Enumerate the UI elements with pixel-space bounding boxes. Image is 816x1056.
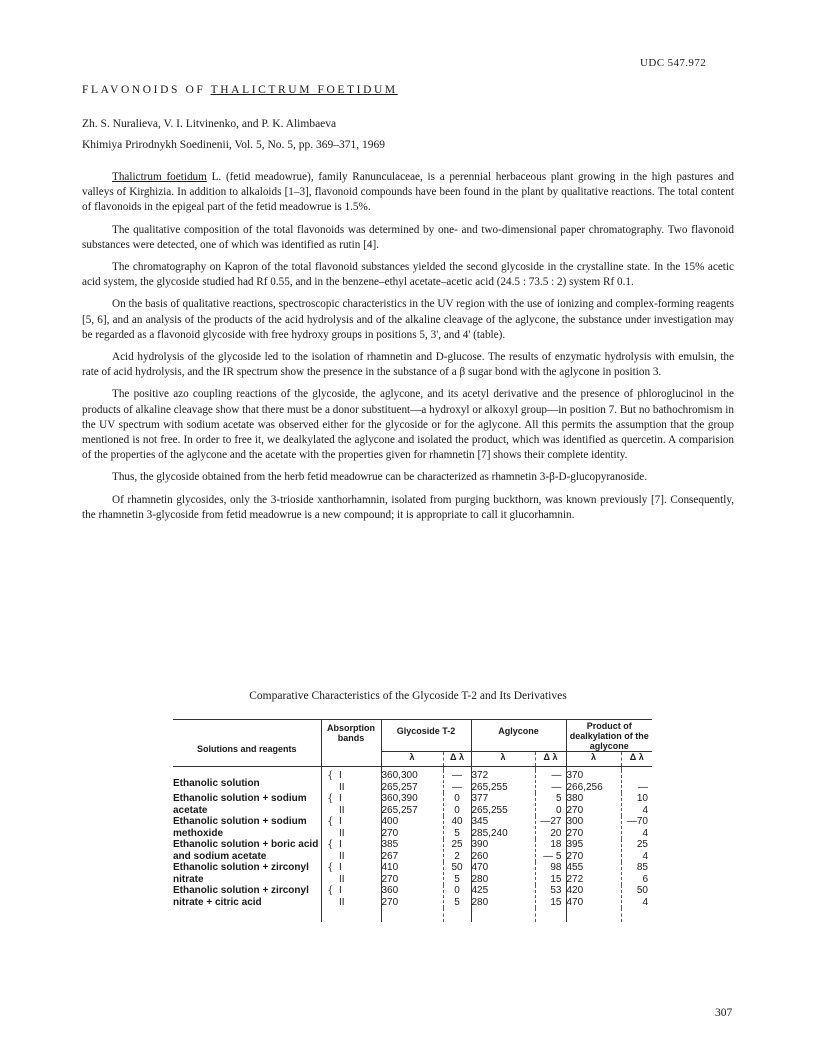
cell-value: 0	[454, 804, 460, 816]
cell-value: 53	[550, 885, 562, 896]
band-label: II	[339, 804, 345, 816]
header-product-dlambda: Δ λ	[621, 752, 652, 767]
band-label: II	[339, 850, 345, 862]
cell-value: 4	[642, 804, 648, 816]
header-aglycone-dlambda: Δ λ	[535, 752, 566, 767]
band-label: I	[339, 793, 342, 804]
paragraph	[82, 170, 734, 216]
brace-icon: {	[321, 839, 339, 862]
cell-value: 385	[381, 839, 399, 850]
cell-value: 265,255	[471, 781, 508, 793]
paragraph: Acid hydrolysis of the glycoside led to the isolation of rhamnetin and D-glucose. The results of enzymatic hydrolysis with emulsin, the rate of acid hydrolysis, and the IR spectrum show the presence in the substance of a β sugar bond with the aglycone in position 3.	[82, 351, 734, 379]
paragraph: The chromatography on Kapron of the total flavonoid substances yielded the second glycoside in the crystalline state. In the 15% acetic acid system, the glycoside studied had Rf 0.55, and in the benzene–ethyl acetate–acetic acid (24.5 : 73.5 : 2) system Rf 0.1.	[82, 261, 734, 289]
author-list: Zh. S. Nuralieva, V. I. Litvinenko, and P. K. Alimbaeva	[82, 118, 337, 130]
row-solution: Ethanolic solution + sodium acetate	[173, 793, 307, 816]
paragraph: The qualitative composition of the total flavonoids was determined by one- and two-dimensional paper chromatography. Two flavonoid substances were detected, one of which was identified as rutin [4].	[82, 223, 734, 251]
cell-value: 270	[566, 850, 584, 862]
band-label: I	[339, 816, 342, 827]
cell-value: 455	[566, 862, 584, 873]
table-row	[173, 862, 652, 885]
band-label: II	[339, 827, 345, 839]
row-solution: Ethanolic solution + sodium methoxide	[173, 816, 307, 839]
table-row	[173, 885, 652, 908]
paragraph: On the basis of qualitative reactions, spectroscopic characteristics in the UV region with the use of ionizing and complex-forming reagents [5, 6], and an analysis of the products of the acid hydrolysis and of the alkaline cleavage of the aglycone, the substance under investigation may be regarded as a flavonoid glycoside with free hydroxy groups in positions 5, 3', and 4' (table).	[82, 298, 734, 341]
table-row	[173, 793, 652, 816]
brace-icon: {	[321, 793, 339, 816]
cell-value: 15	[550, 896, 562, 908]
row-solution: Ethanolic solution + zirconyl nitrate	[173, 862, 309, 885]
title-prefix: FLAVONOIDS OF	[82, 84, 211, 96]
band-label: I	[339, 885, 342, 896]
cell-value: 285,240	[471, 827, 508, 839]
paragraph-text: L. (fetid meadowrue), family Ranunculaceae, is a perennial herbaceous plant growing in the high pastures and valleys of Kirghizia. In addition to alkaloids [1–3], flavonoid compounds have been found in the plant by qualitative reactions. The total content of flavonoids in the epigeal part of the fetid meadowrue is 1.5%.	[82, 171, 734, 214]
cell-value: 25	[451, 839, 463, 850]
cell-value: 395	[566, 839, 584, 850]
cell-value: 265,257	[381, 781, 418, 793]
cell-value: 85	[636, 862, 648, 873]
header-aglycone-lambda: λ	[471, 752, 535, 767]
cell-value: 420	[566, 885, 584, 896]
cell-value: 380	[566, 793, 584, 804]
paragraph: Of rhamnetin glycosides, only the 3-trioside xanthorhamnin, isolated from purging buckthorn, was known previously [7]. Consequently, the rhamnetin 3-glycoside from fetid meadowrue is a new compound; it is appropriate to call it glucorhamnin.	[82, 493, 734, 521]
table-row	[173, 770, 652, 793]
cell-value: 4	[642, 850, 648, 862]
article-title	[82, 84, 398, 96]
cell-value: 270	[381, 896, 399, 908]
cell-value: 0	[454, 793, 460, 804]
cell-value: 400	[381, 816, 399, 827]
table-row	[173, 816, 652, 839]
cell-value: 470	[471, 862, 489, 873]
header-glycoside-lambda: λ	[381, 752, 443, 767]
cell-value: —	[551, 770, 562, 781]
cell-value: 6	[642, 873, 648, 885]
header-bands: Absorption bands	[321, 720, 381, 752]
band-label: I	[339, 862, 342, 873]
cell-value: 410	[381, 862, 399, 873]
cell-value: 360	[381, 885, 399, 896]
header-solutions: Solutions and reagents	[173, 720, 321, 767]
cell-value: 370	[566, 770, 584, 781]
cell-value: 5	[454, 896, 460, 908]
cell-value: 372	[471, 770, 489, 781]
band-label: I	[339, 839, 342, 850]
cell-value: 270	[381, 873, 399, 885]
cell-value: —27	[540, 816, 562, 827]
page-number: 307	[715, 1007, 733, 1019]
cell-value: 15	[550, 873, 562, 885]
cell-value: 0	[555, 804, 562, 816]
cell-value: 425	[471, 885, 489, 896]
cell-value: —	[452, 770, 462, 781]
header-glycoside: Glycoside T-2	[381, 720, 471, 752]
header-bands-spacer	[321, 752, 381, 767]
header-aglycone: Aglycone	[471, 720, 566, 752]
band-label: I	[339, 770, 342, 781]
cell-value: 360,300	[381, 770, 418, 781]
row-solution: Ethanolic solution + boric acid and sodium acetate	[173, 839, 319, 862]
header-glycoside-dlambda: Δ λ	[443, 752, 471, 767]
cell-value: —	[551, 781, 562, 793]
cell-value: 360,390	[381, 793, 418, 804]
cell-value: 390	[471, 839, 489, 850]
cell-value: 5	[555, 793, 562, 804]
cell-value: 10	[636, 793, 648, 804]
cell-value: 345	[471, 816, 489, 827]
cell-value: 377	[471, 793, 489, 804]
cell-value: 280	[471, 873, 489, 885]
cell-value: 280	[471, 896, 489, 908]
cell-value: 5	[454, 873, 460, 885]
cell-value: 4	[642, 896, 648, 908]
paragraph: Thus, the glycoside obtained from the herb fetid meadowrue can be characterized as rhamnetin 3-β-D-glucopyranoside.	[112, 471, 648, 484]
cell-value: 266,256	[566, 781, 603, 793]
row-solution: Ethanolic solution	[173, 778, 260, 789]
cell-value: — 5	[543, 850, 562, 862]
journal-citation: Khimiya Prirodnykh Soedinenii, Vol. 5, No. 5, pp. 369–371, 1969	[82, 139, 386, 151]
article-body	[82, 170, 734, 530]
cell-value	[622, 770, 649, 782]
cell-value: 270	[566, 804, 584, 816]
brace-icon: {	[321, 816, 339, 839]
brace-icon: {	[321, 770, 339, 793]
cell-value: 270	[566, 827, 584, 839]
cell-value: 50	[451, 862, 463, 873]
cell-value: 25	[636, 839, 648, 850]
cell-value: 40	[451, 816, 463, 827]
cell-value: —70	[626, 816, 648, 827]
species-name: Thalictrum foetidum	[112, 171, 207, 183]
cell-value: 20	[550, 827, 562, 839]
cell-value: 4	[642, 827, 648, 839]
cell-value: 470	[566, 896, 584, 908]
paragraph: The positive azo coupling reactions of the glycoside, the aglycone, and its acetyl derivative and the presence of phloroglucinol in the products of alkaline cleavage show that there must be a donor substituent—a hydroxyl or alkoxyl group—in position 7. But no bathochromism in the UV spectrum with sodium acetate was observed either for the glycoside or for the aglycone. All this permits the assumption that the group mentioned is not free. In order to free it, we dealkylated the aglycone and isolated the product, which was identified as quercetin. A comparision of the properties of the aglycone and the acetate with the properties given for rhamnetin [7] shows their complete identity.	[82, 388, 734, 462]
title-species: THALICTRUM FOETIDUM	[210, 84, 398, 96]
comparison-table	[173, 719, 652, 922]
cell-value: 2	[454, 850, 460, 862]
brace-icon: {	[321, 862, 339, 885]
brace-icon: {	[321, 885, 339, 908]
table-caption: Comparative Characteristics of the Glycoside T-2 and Its Derivatives	[249, 690, 567, 702]
row-solution: Ethanolic solution + zirconyl nitrate + citric acid	[173, 885, 309, 908]
cell-value: 260	[471, 850, 489, 862]
cell-value: 18	[550, 839, 562, 850]
cell-value: 267	[381, 850, 399, 862]
cell-value: 265,255	[471, 804, 508, 816]
table-row	[173, 839, 652, 862]
band-label: II	[339, 896, 345, 908]
cell-value: 5	[454, 827, 460, 839]
cell-value: —	[638, 781, 648, 793]
cell-value: 272	[566, 873, 584, 885]
band-label: II	[339, 781, 345, 793]
cell-value: 0	[454, 885, 460, 896]
cell-value: —	[452, 781, 462, 793]
header-product-lambda: λ	[566, 752, 621, 767]
header-product: Product of dealkylation of the aglycone	[566, 720, 652, 752]
cell-value: 265,257	[381, 804, 418, 816]
cell-value: 300	[566, 816, 584, 827]
cell-value: 50	[636, 885, 648, 896]
udc-code: UDC 547.972	[640, 57, 707, 69]
cell-value: 98	[550, 862, 562, 873]
band-label: II	[339, 873, 345, 885]
cell-value: 270	[381, 827, 399, 839]
